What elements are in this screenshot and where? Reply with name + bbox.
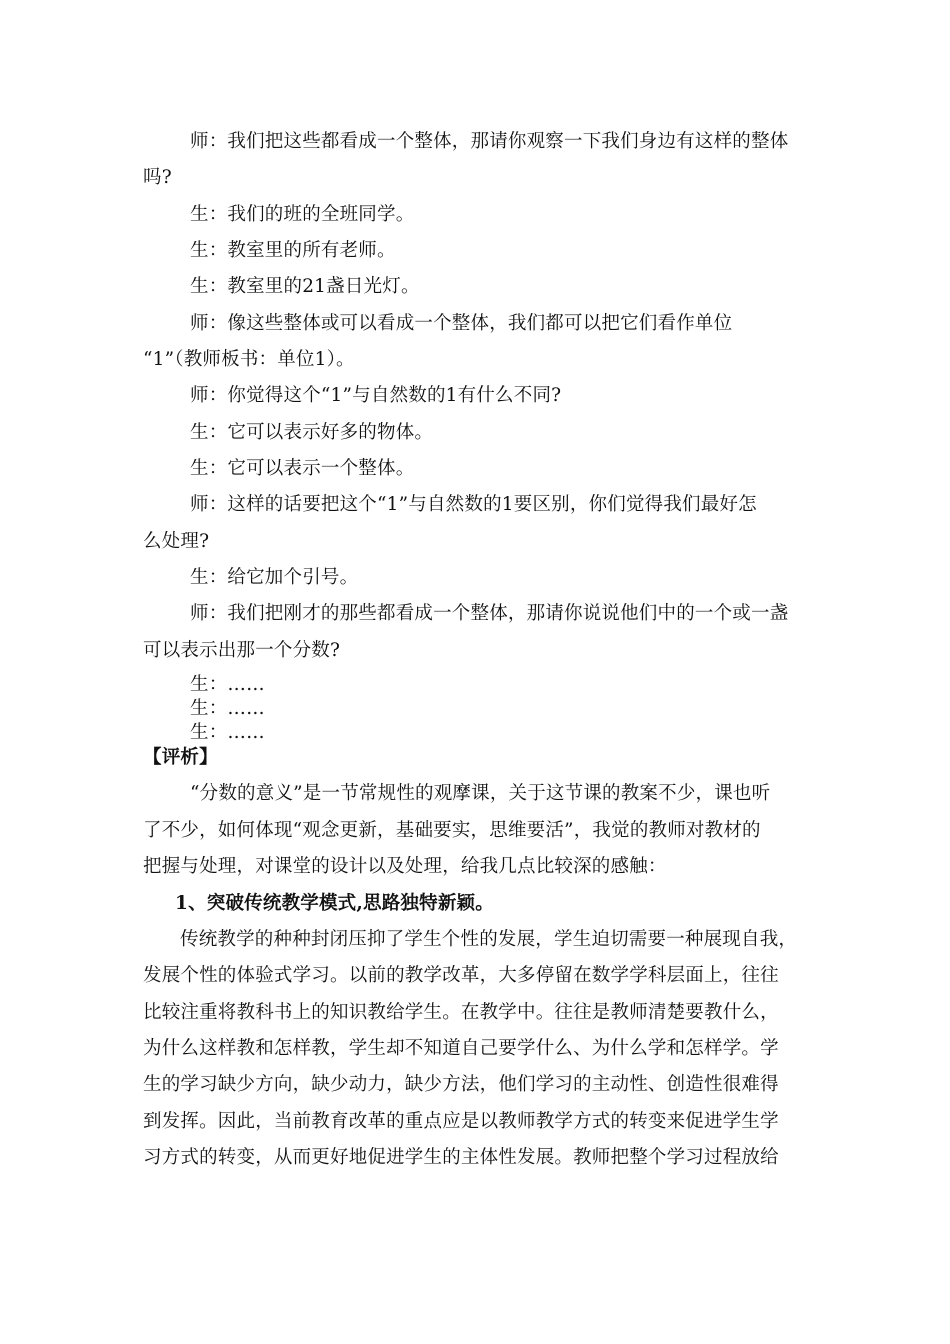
paragraph-line: 习方式的转变，从而更好地促进学生的主体性发展。教师把整个学习过程放给 [143,1147,779,1168]
dialogue-line: 生：我们的班的全班同学。 [190,204,415,225]
dialogue-line: 生：它可以表示好多的物体。 [190,422,434,443]
dialogue-line: 师：像这些整体或可以看成一个整体，我们都可以把它们看作单位 [190,313,733,334]
dialogue-line: 生：它可以表示一个整体。 [190,458,415,479]
dialogue-line: 生：…… [190,698,265,719]
dialogue-line: 生：教室里的21盏日光灯。 [190,276,420,297]
paragraph-line: 到发挥。因此，当前教育改革的重点应是以教师教学方式的转变来促进学生学 [143,1111,779,1132]
dialogue-line: 生：…… [190,674,265,695]
paragraph-line: 比较注重将教科书上的知识教给学生。在教学中。往往是教师清楚要教什么， [143,1002,779,1023]
dialogue-line: 么处理? [143,531,210,552]
dialogue-line: 生：给它加个引号。 [190,567,359,588]
dialogue-line: 生：教室里的所有老师。 [190,240,396,261]
dialogue-line: “1”（教师板书：单位1）。 [143,349,355,370]
dialogue-line: 师：我们把刚才的那些都看成一个整体，那请你说说他们中的一个或一盏 [190,603,789,624]
dialogue-line: 生：…… [190,722,265,743]
dialogue-line: 师：我们把这些都看成一个整体，那请你观察一下我们身边有这样的整体 [190,131,789,152]
paragraph-line: 生的学习缺少方向，缺少动力，缺少方法，他们学习的主动性、创造性很难得 [143,1074,779,1095]
dialogue-line: 可以表示出那一个分数? [143,640,341,661]
paragraph-line: “分数的意义”是一节常规性的观摩课，关于这节课的教案不少，课也听 [190,783,771,804]
paragraph-line: 把握与处理，对课堂的设计以及处理，给我几点比较深的感触： [143,856,667,877]
dialogue-line: 师：你觉得这个“1”与自然数的1有什么不同? [190,385,562,406]
point-title: 1、突破传统教学模式,思路独特新颖。 [175,893,494,914]
paragraph-line: 传统教学的种种封闭压抑了学生个性的发展，学生迫切需要一种展现自我， [180,929,798,950]
dialogue-line: 师：这样的话要把这个“1”与自然数的1要区别，你们觉得我们最好怎 [190,494,757,515]
paragraph-line: 发展个性的体验式学习。以前的教学改革，大多停留在数学学科层面上，往往 [143,965,779,986]
section-heading: 【评析】 [143,747,218,768]
paragraph-line: 为什么这样教和怎样教，学生却不知道自己要学什么、为什么学和怎样学。学 [143,1038,779,1059]
paragraph-line: 了不少，如何体现“观念更新，基础要实，思维要活”，我觉的教师对教材的 [143,820,761,841]
dialogue-line: 吗? [143,167,172,188]
